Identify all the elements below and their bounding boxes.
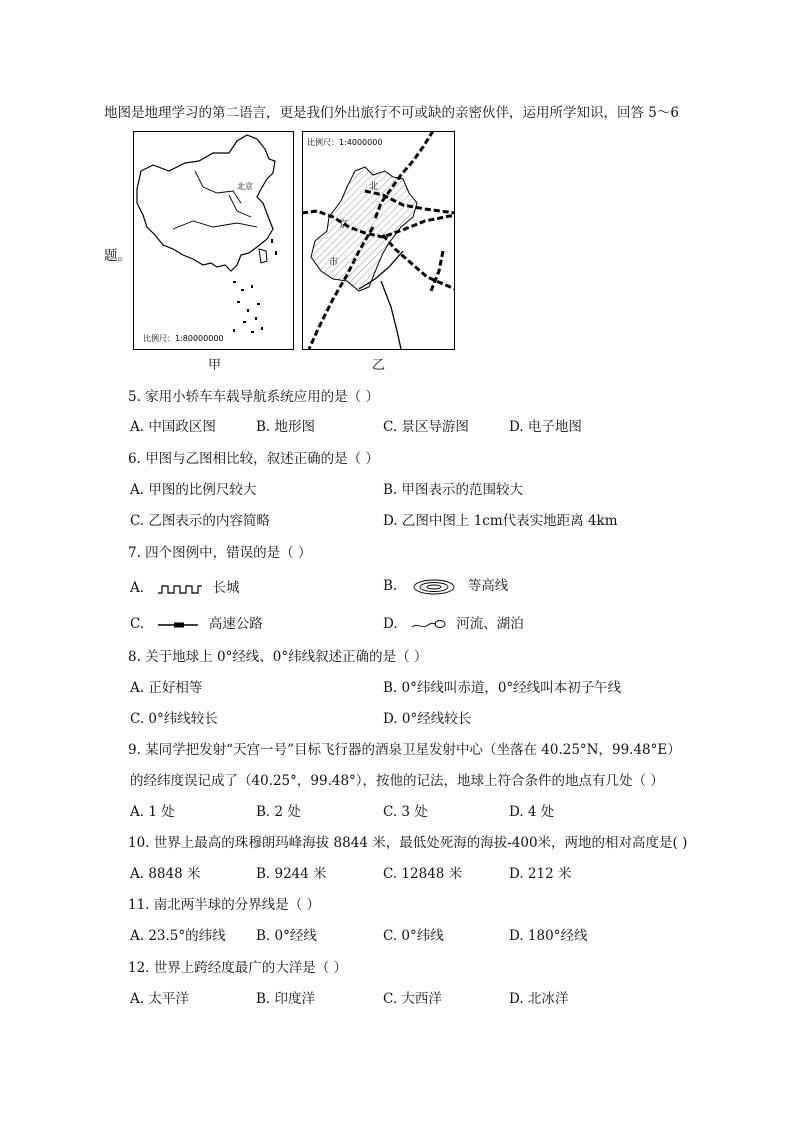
q5-option-c[interactable]: C. 景区导游图: [383, 419, 469, 435]
q10-option-c[interactable]: C. 12848 米: [383, 866, 463, 882]
q11-option-b[interactable]: B. 0°经线: [256, 928, 317, 944]
q7-option-c[interactable]: [130, 612, 263, 632]
q9-option-a[interactable]: A. 1 处: [130, 804, 175, 820]
map-b-char-jing: 京: [339, 220, 349, 230]
q8-option-d[interactable]: D. 0°经线较长: [383, 711, 472, 727]
q7-option-d-label: 河流、湖泊: [456, 616, 524, 632]
question-9-stem-cont: 的经纬度误记成了（40.25°，99.48°），按他的记法，地球上符合条件的地点有几处（ ）: [130, 773, 664, 789]
question-11-stem: 11. 南北两半球的分界线是（ ）: [128, 897, 321, 913]
river-lake-legend-icon: [412, 618, 446, 632]
q8-option-b[interactable]: B. 0°纬线叫赤道，0°经线叫本初子午线: [383, 680, 622, 696]
q6-option-d[interactable]: D. 乙图中图上 1cm代表实地距离 4km: [383, 513, 618, 529]
q5-option-d[interactable]: D. 电子地图: [509, 419, 582, 435]
q10-option-d[interactable]: D. 212 米: [509, 866, 572, 882]
contour-line-legend-icon: [412, 578, 458, 596]
map-b-caption: 乙: [372, 358, 386, 373]
question-5-stem: 5. 家用小轿车车载导航系统应用的是（ ）: [128, 389, 379, 405]
q6-option-b[interactable]: B. 甲图表示的范围较大: [383, 482, 524, 498]
q7-option-d-letter: D.: [383, 616, 398, 632]
q12-option-b[interactable]: B. 印度洋: [256, 991, 316, 1007]
q7-option-a[interactable]: [130, 576, 240, 596]
q9-option-c[interactable]: C. 3 处: [383, 804, 428, 820]
question-7-stem: 7. 四个图例中，错误的是（ ）: [128, 545, 312, 561]
q5-option-a[interactable]: A. 中国政区图: [130, 419, 216, 435]
q7-option-c-letter: C.: [130, 616, 145, 632]
q6-option-a[interactable]: A. 甲图的比例尺较大: [130, 482, 257, 498]
map-a-city-label: 北京: [237, 182, 253, 191]
q5-option-b[interactable]: B. 地形图: [256, 419, 316, 435]
intro-text: 地图是地理学习的第二语言，更是我们外出旅行不可或缺的亲密伙伴，运用所学知识，回答 5～6: [104, 105, 679, 121]
map-b-scale: 比例尺：1:4000000: [307, 138, 383, 147]
q8-option-c[interactable]: C. 0°纬线较长: [130, 711, 218, 727]
question-12-stem: 12. 世界上跨经度最广的大洋是（ ）: [128, 960, 348, 976]
map-b-char-shi: 市: [329, 258, 339, 268]
q12-option-c[interactable]: C. 大西洋: [383, 991, 442, 1007]
q9-option-d[interactable]: D. 4 处: [509, 804, 555, 820]
question-8-stem: 8. 关于地球上 0°经线、0°纬线叙述正确的是（ ）: [128, 649, 428, 665]
map-a-scale: 比例尺：1:80000000: [143, 334, 224, 343]
q12-option-a[interactable]: A. 太平洋: [130, 991, 189, 1007]
q7-option-b-label: 等高线: [467, 578, 509, 594]
q11-option-a[interactable]: A. 23.5°的纬线: [130, 928, 226, 944]
highway-legend-icon: [158, 620, 198, 630]
map-a-caption: 甲: [208, 358, 222, 373]
q6-option-c[interactable]: C. 乙图表示的内容简略: [130, 513, 270, 529]
q11-option-d[interactable]: D. 180°经线: [509, 928, 588, 944]
map-figures: [133, 131, 455, 351]
q10-option-a[interactable]: A. 8848 米: [130, 866, 201, 882]
q7-option-b[interactable]: [383, 574, 508, 596]
question-6-stem: 6. 甲图与乙图相比较，叙述正确的是（ ）: [128, 451, 379, 467]
q7-option-a-label: 长城: [212, 580, 240, 596]
great-wall-legend-icon: [158, 583, 202, 595]
q7-option-d[interactable]: [383, 612, 524, 632]
q12-option-d[interactable]: D. 北冰洋: [509, 991, 569, 1007]
question-10-stem: 10. 世界上最高的珠穆朗玛峰海拔 8844 米，最低处死海的海拔-400米，两地的相对高度是( ): [128, 835, 688, 851]
q7-option-b-letter: B.: [383, 578, 398, 594]
q10-option-b[interactable]: B. 9244 米: [256, 866, 327, 882]
map-b-char-bei: 北: [369, 182, 379, 192]
question-9-stem: 9. 某同学把发射“天宫一号”目标飞行器的酒泉卫星发射中心（坐落在 40.25°N，99.48°E）: [128, 742, 681, 758]
map-a-china: [134, 132, 294, 350]
intro-text-end: 题。: [104, 248, 131, 264]
q7-option-c-label: 高速公路: [208, 616, 263, 632]
q11-option-c[interactable]: C. 0°纬线: [383, 928, 444, 944]
map-b-beijing: [302, 131, 455, 350]
q9-option-b[interactable]: B. 2 处: [256, 804, 301, 820]
q8-option-a[interactable]: A. 正好相等: [130, 680, 203, 696]
q7-option-a-letter: A.: [130, 580, 145, 596]
